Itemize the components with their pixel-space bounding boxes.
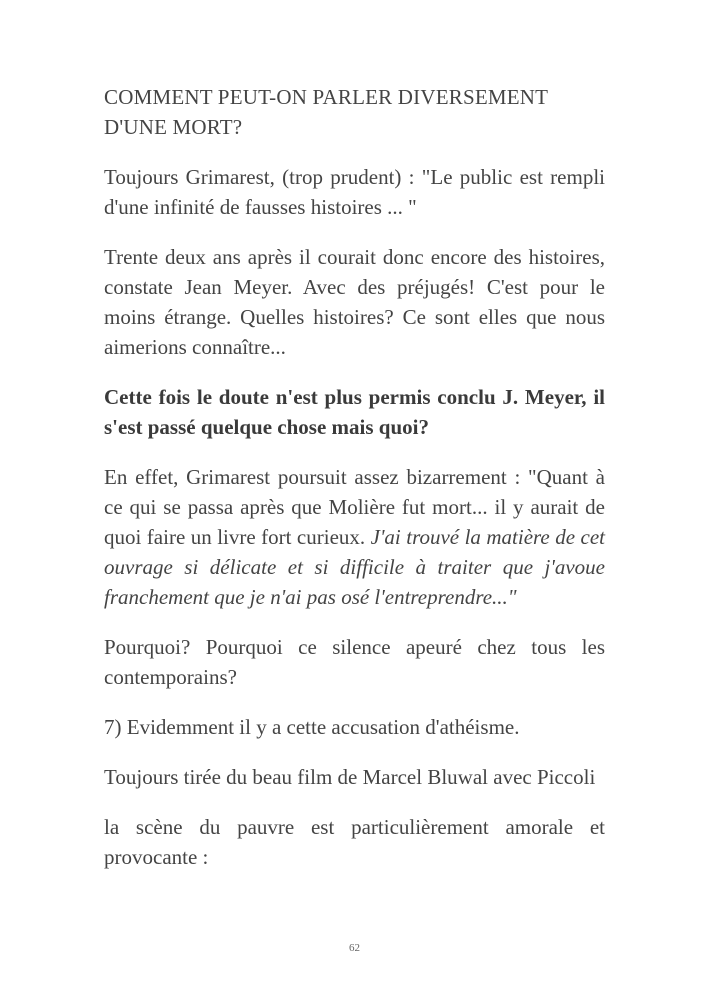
paragraph-histoires: Trente deux ans après il courait donc encore des histoires, constate Jean Meyer. Avec des préjugés! C'est pour le moins étrange. Quelles histoires? Ce sont elles que nous aimerions connaître...	[104, 245, 605, 359]
paragraph-doute: Cette fois le doute n'est plus permis conclu J. Meyer, il s'est passé quelque chose mais quoi?	[104, 385, 605, 439]
page-body	[104, 82, 605, 892]
page-number: 62	[349, 942, 360, 954]
paragraph-en-effet-italic: J'ai trouvé la matière de cet ouvrage si délicate et si difficile à traiter que j'avoue franchement que je n'ai pas osé l'entreprendre..."	[104, 525, 605, 609]
paragraph-film-bluwal: Toujours tirée du beau film de Marcel Bluwal avec Piccoli	[104, 765, 596, 789]
paragraph-atheisme: 7) Evidemment il y a cette accusation d'athéisme.	[104, 715, 520, 739]
paragraph-pourquoi: Pourquoi? Pourquoi ce silence apeuré chez tous les contemporains?	[104, 635, 605, 689]
paragraph-grimarest-quote: Toujours Grimarest, (trop prudent) : "Le public est rempli d'une infinité de fausses histoires ... "	[104, 165, 605, 219]
paragraph-scene-pauvre: la scène du pauvre est particulièrement amorale et provocante :	[104, 815, 605, 869]
paragraph-en-effet-plain: En effet, Grimarest poursuit assez bizarrement : "Quant à ce qui se passa après que Molière fut mort... il y aurait de quoi faire un livre fort curieux.	[104, 465, 605, 549]
section-heading: COMMENT PEUT-ON PARLER DIVERSEMENT D'UNE MORT?	[104, 85, 548, 139]
paragraph-en-effet	[104, 462, 605, 612]
